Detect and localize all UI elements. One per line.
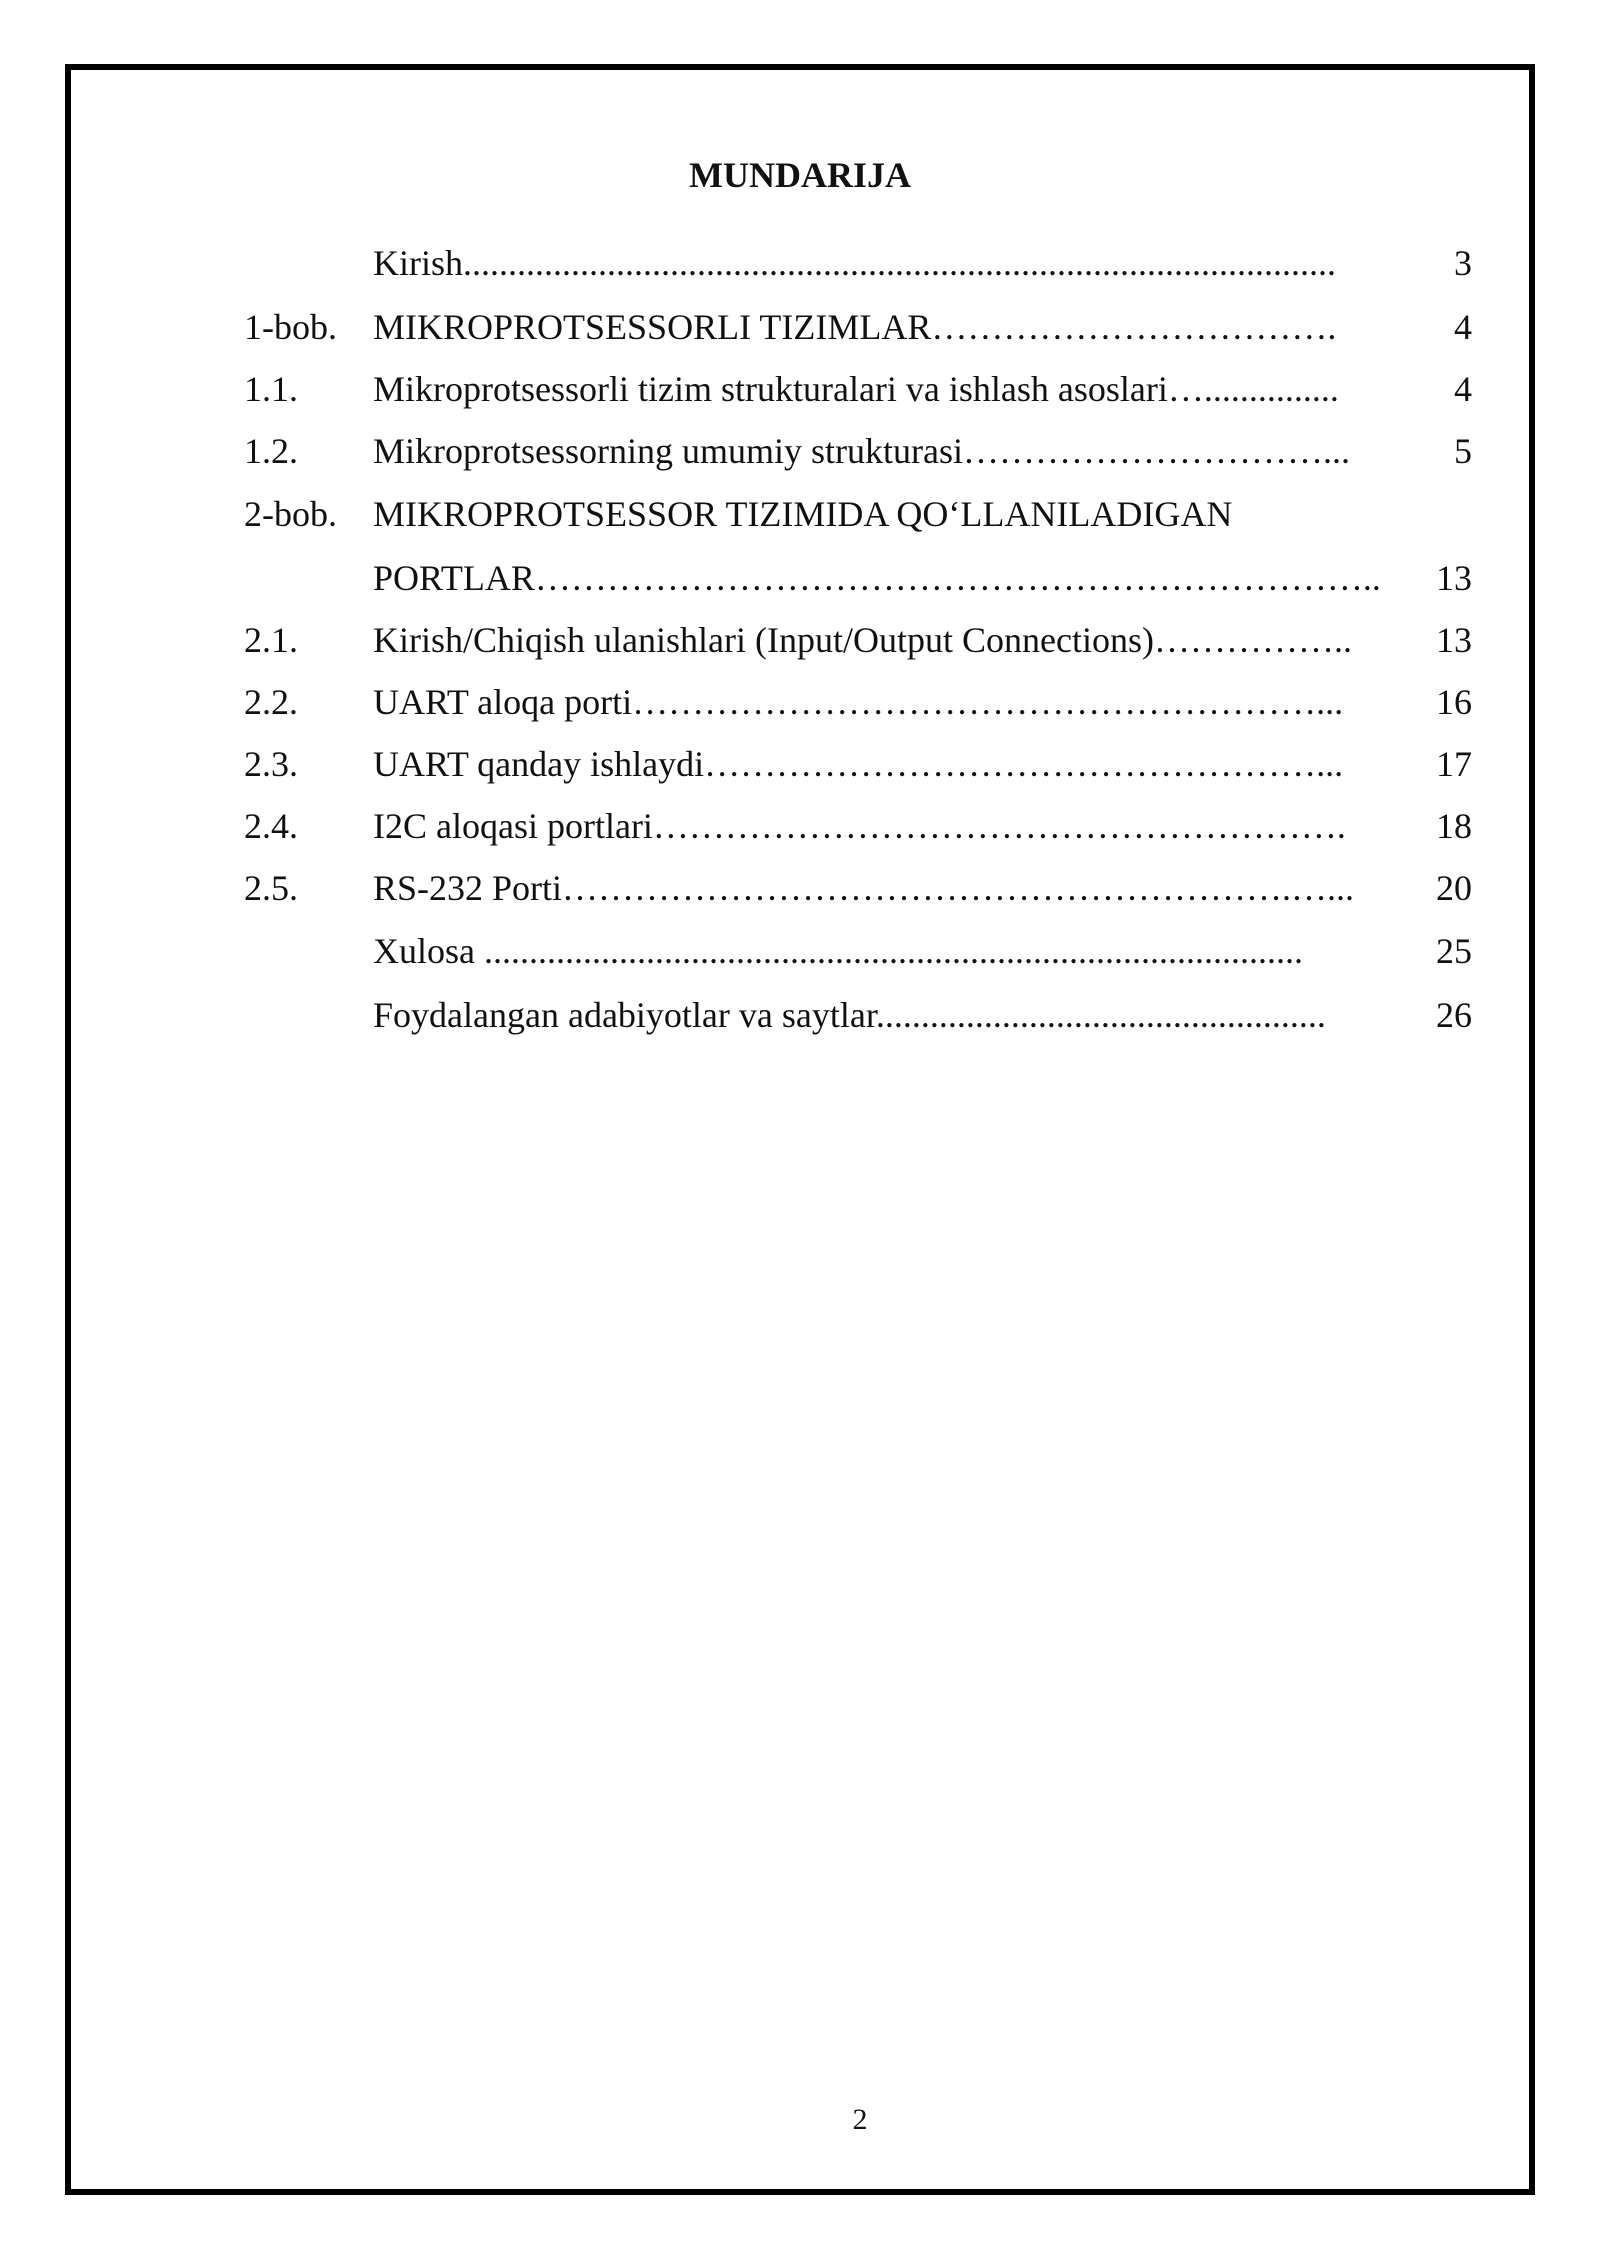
toc-entry-number: 2.1. [244,620,298,660]
toc-entry-title: I2C aloqasi portlari…………………………………………………. [373,806,1346,846]
toc-entry-chapter-1[interactable] [0,303,1600,351]
toc-entry-number: 1.2. [244,431,298,471]
toc-entry-title: Foydalangan adabiyotlar va saytlar.................................................. [373,995,1326,1035]
toc-entry-chapter-2-continued[interactable] [0,554,1600,602]
toc-entry-title: MIKROPROTSESSORLI TIZIMLAR……………………………. [373,307,1337,347]
toc-entry-page: 3 [1454,243,1472,283]
toc-entry-number: 1.1. [244,369,298,409]
toc-entry-section-1-1[interactable] [0,365,1600,413]
toc-entry-title: MIKROPROTSESSOR TIZIMIDA QO‘LLANILADIGAN [373,494,1233,534]
toc-entry-number: 2.4. [244,806,298,846]
toc-entry-page: 4 [1454,307,1472,347]
toc-entry-number: 2.5. [244,868,298,908]
page-number: 2 [852,2103,868,2136]
toc-entry-title: Kirish/Chiqish ulanishlari (Input/Output Connections)…………….. [373,620,1352,660]
toc-entry-number: 1-bob. [244,307,337,347]
toc-entry-conclusion[interactable] [0,927,1600,975]
toc-entry-page: 16 [1436,682,1472,722]
toc-entry-page: 25 [1436,931,1472,971]
toc-entry-title: Mikroprotsessorli tizim strukturalari va ishlash asoslari…............... [373,369,1339,409]
toc-entry-number: 2-bob. [244,494,337,534]
toc-entry-page: 13 [1436,558,1472,598]
toc-entry-page: 26 [1436,995,1472,1035]
toc-entry-references[interactable] [0,991,1600,1039]
toc-entry-page: 17 [1436,744,1472,784]
toc-entry-title: PORTLAR…………………………………………………………….. [373,558,1381,598]
toc-entry-number: 2.3. [244,744,298,784]
toc-entry-section-2-4[interactable] [0,802,1600,850]
toc-entry-section-1-2[interactable] [0,427,1600,475]
toc-entry-title: RS-232 Porti…………………………………………………….…... [373,868,1355,908]
toc-entry-page: 4 [1454,369,1472,409]
toc-entry-title: Kirish................................................................................................. [373,243,1336,283]
toc-entry-title: UART aloqa porti…………………………………………………... [373,682,1344,722]
toc-entry-number: 2.2. [244,682,298,722]
toc-entry-page: 20 [1436,868,1472,908]
toc-entry-page: 5 [1454,431,1472,471]
toc-entry-title: Xulosa ........................................................................................... [373,931,1303,971]
toc-entry-section-2-3[interactable] [0,740,1600,788]
toc-entry-chapter-2[interactable] [0,490,1600,538]
toc-entry-section-2-1[interactable] [0,616,1600,664]
toc-entry-title: Mikroprotsessorning umumiy strukturasi…………………………... [373,431,1350,471]
toc-entry-section-2-5[interactable] [0,864,1600,912]
toc-entry-page: 18 [1436,806,1472,846]
page-title: MUNDARIJA [689,155,911,195]
toc-entry-page: 13 [1436,620,1472,660]
toc-entry-title: UART qanday ishlaydi……………………………………………... [373,744,1344,784]
toc-entry-section-2-2[interactable] [0,678,1600,726]
toc-entry-intro[interactable] [0,239,1600,287]
